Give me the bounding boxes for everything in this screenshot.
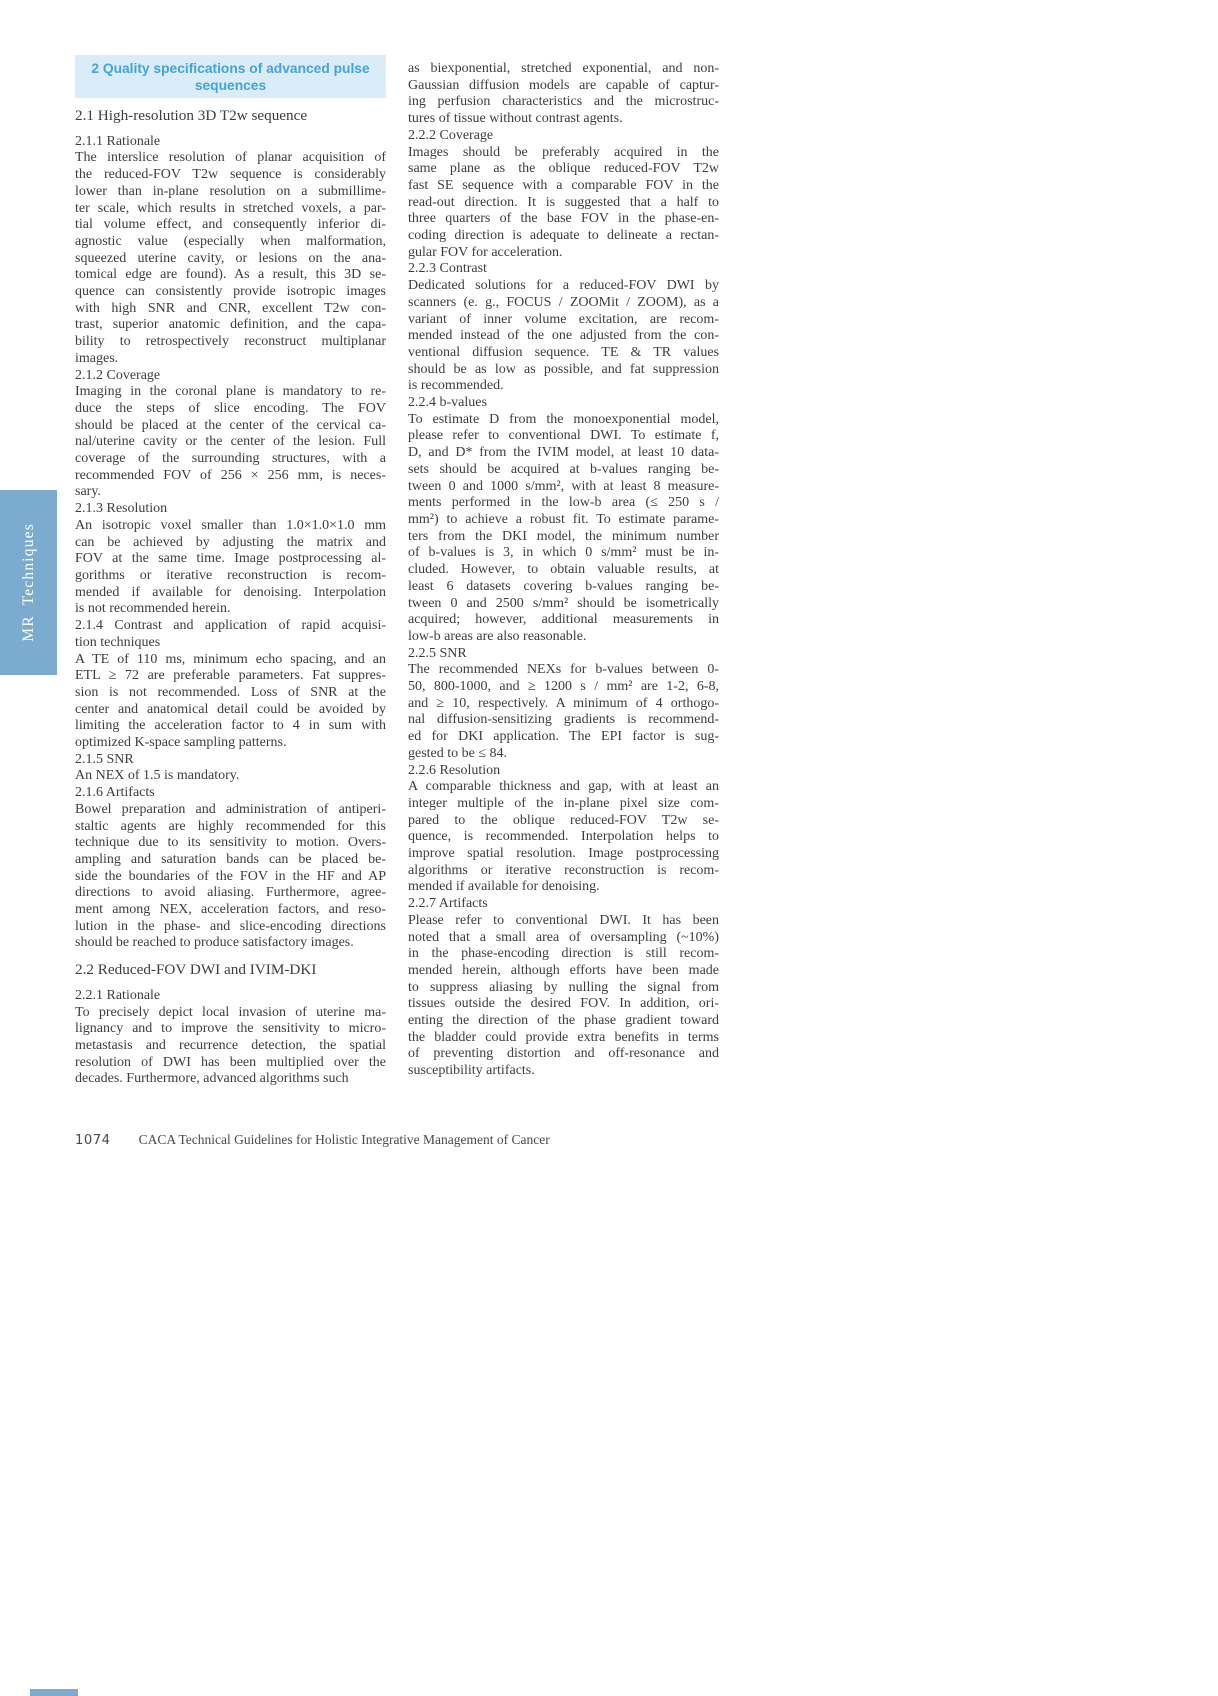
paragraph (75, 768, 386, 785)
text-line: noted that a small area of oversampling (~10%) (408, 929, 719, 945)
paragraph (408, 395, 719, 412)
text-line: with high SNR and CNR, excellent T2w con- (75, 300, 386, 316)
paragraph (408, 913, 719, 1080)
text-line: the bladder could provide extra benefits in terms (408, 1029, 719, 1045)
text-line: optimized K-space sampling patterns. (75, 735, 287, 751)
text-line: A comparable thickness and gap, with at least an (408, 779, 719, 795)
text-line: tween 0 and 1000 s/mm², with at least 8 measure- (408, 478, 719, 494)
text-line: 2.1.1 Rationale (75, 133, 161, 149)
text-line: susceptibility artifacts. (408, 1063, 535, 1079)
text-line: fast SE sequence with a comparable FOV in the (408, 177, 719, 193)
text-line: lution in the phase- and slice-encoding directions (75, 918, 386, 934)
text-line: coverage of the surrounding structures, with a (75, 451, 386, 467)
next-section-tab-edge (30, 1689, 78, 1696)
text-line: D, and D* from the IVIM model, at least 10 data- (408, 445, 719, 461)
text-line: of preventing distortion and off-resonance and (408, 1046, 719, 1062)
paragraph (75, 368, 386, 385)
text-line: is not recommended herein. (75, 601, 231, 617)
text-line: ment among NEX, acceleration factors, and reso- (75, 902, 386, 918)
text-line: 2.2.7 Artifacts (408, 896, 488, 912)
right-column (408, 61, 719, 1080)
text-line: the reduced-FOV T2w sequence is considerably (75, 167, 386, 183)
text-line: tion techniques (75, 634, 161, 650)
text-line: can be achieved by adjusting the matrix and (75, 534, 386, 550)
paragraph (408, 128, 719, 145)
text-line: should be placed at the center of the cervical ca- (75, 417, 386, 433)
text-line: 2.2.1 Rationale (75, 987, 161, 1003)
text-line: images. (75, 350, 119, 366)
text-line: low-b areas are also reasonable. (408, 628, 587, 644)
section-header-box (75, 55, 386, 98)
text-line: The interslice resolution of planar acquisition of (75, 150, 386, 166)
text-line: 50, 800-1000, and ≥ 1200 s / mm² are 1-2, 6-8, (408, 679, 719, 695)
text-line: Gaussian diffusion models are capable of captur- (408, 77, 719, 93)
text-line: least 6 datasets covering b-values ranging be- (408, 578, 719, 594)
text-line: staltic agents are highly recommended for this (75, 818, 386, 834)
text-line: ments performed in the low-b area (≤ 250 s / (408, 495, 719, 511)
text-line: To precisely depict local invasion of uterine ma- (75, 1004, 386, 1020)
left-column (75, 108, 386, 1088)
text-line: gested to be ≤ 84. (408, 745, 508, 761)
text-line: tissues outside the desired FOV. In addition, ori- (408, 996, 719, 1012)
paragraph (408, 145, 719, 262)
text-line: 2.1.2 Coverage (75, 367, 161, 383)
paragraph (75, 752, 386, 769)
text-line: 2.1.6 Artifacts (75, 785, 155, 801)
paragraph (408, 662, 719, 762)
text-line: agnostic value (especially when malformation, (75, 233, 386, 249)
text-line: 2.2 Reduced-FOV DWI and IVIM-DKI (75, 962, 317, 979)
text-line: center and anatomical detail could be avoided by (75, 701, 386, 717)
text-line: tial volume effect, and consequently inferior di- (75, 217, 386, 233)
text-line: limiting the acceleration factor to 4 in sum with (75, 718, 386, 734)
running-title: CACA Technical Guidelines for Holistic Integrative Management of Cancer (138, 1132, 550, 1147)
text-line: 2.2.4 b-values (408, 395, 487, 411)
text-line: nal/uterine cavity or the center of the lesion. Full (75, 434, 386, 450)
paragraph (75, 802, 386, 952)
text-line: An isotropic voxel smaller than 1.0×1.0×1.0 mm (75, 517, 386, 533)
text-line: read-out direction. It is suggested that a half to (408, 194, 719, 210)
paragraph (408, 763, 719, 780)
text-line: mm²) to achieve a robust fit. To estimate parame- (408, 511, 719, 527)
paragraph (408, 412, 719, 646)
text-line: tomical edge are found). As a result, this 3D se- (75, 267, 386, 283)
text-line: Imaging in the coronal plane is mandatory to re- (75, 384, 386, 400)
text-line: algorithms or iterative reconstruction is recom- (408, 862, 719, 878)
text-line: nal diffusion-sensitizing gradients is recommend- (408, 712, 719, 728)
paragraph (75, 518, 386, 618)
text-line: variant of inner volume excitation, are recom- (408, 311, 719, 327)
text-line: ed for DKI application. The EPI factor is sug- (408, 729, 719, 745)
paragraph (408, 61, 719, 128)
text-line: sion is not recommended. Loss of SNR at the (75, 684, 386, 700)
text-line: pared to the oblique reduced-FOV T2w se- (408, 812, 719, 828)
text-line: Images should be preferably acquired in the (408, 144, 719, 160)
text-line: lignancy and to improve the sensitivity to micro- (75, 1021, 386, 1037)
text-line: please refer to conventional DWI. To estimate f, (408, 428, 719, 444)
text-line: 2.1.5 SNR (75, 751, 134, 767)
paragraph (75, 652, 386, 752)
text-line: should be as low as possible, and fat suppression (408, 361, 719, 377)
text-line: technique due to its sensitivity to motion. Overs- (75, 835, 386, 851)
section-heading (75, 962, 386, 979)
paragraph (408, 646, 719, 663)
text-line: metastasis and recurrence detection, the spatial (75, 1037, 386, 1053)
section-tab-mr-techniques (0, 490, 57, 675)
paragraph (75, 1005, 386, 1089)
text-line: ter scale, which results in stretched voxels, a par- (75, 200, 386, 216)
text-line: as biexponential, stretched exponential, and non- (408, 61, 719, 76)
text-line: trast, superior anatomic definition, and the capa- (75, 317, 386, 333)
paragraph (75, 150, 386, 367)
text-line: mended if available for denoising. (408, 879, 600, 895)
page-footer (75, 1131, 735, 1149)
section-heading (75, 108, 386, 125)
text-line: coding direction is adequate to delineate a rectan- (408, 228, 719, 244)
text-line: 2.2.3 Contrast (408, 261, 487, 277)
text-line: 2.2.5 SNR (408, 645, 467, 661)
text-line: FOV at the same time. Image postprocessing al- (75, 551, 386, 567)
text-line: quence, is recommended. Interpolation helps to (408, 829, 719, 845)
text-line: directions to avoid aliasing. Furthermore, agree- (75, 885, 386, 901)
text-line: An NEX of 1.5 is mandatory. (75, 768, 240, 784)
text-line: The recommended NEXs for b-values between 0- (408, 662, 719, 678)
paragraph (408, 278, 719, 395)
text-line: 2.1.3 Resolution (75, 501, 168, 517)
text-line: integer multiple of the in-plane pixel size com- (408, 795, 719, 811)
text-line: ampling and saturation bands can be placed be- (75, 851, 386, 867)
text-line: ventional diffusion sequence. TE & TR values (408, 344, 719, 360)
text-line: 2.2.2 Coverage (408, 127, 494, 143)
text-line: 2.1 High-resolution 3D T2w sequence (75, 108, 308, 124)
text-line: mended instead of the one adjusted from the con- (408, 328, 719, 344)
text-line: quence can consistently provide isotropic images (75, 284, 386, 300)
text-line: mended if available for denoising. Interpolation (75, 584, 386, 600)
paragraph (408, 779, 719, 896)
text-line: 2.2.6 Resolution (408, 762, 501, 778)
text-line: scanners (e. g., FOCUS / ZOOMit / ZOOM), as a (408, 294, 719, 310)
text-line: resolution of DWI has been multiplied over the (75, 1054, 386, 1070)
paragraph (75, 501, 386, 518)
text-line: mended herein, although efforts have been made (408, 962, 719, 978)
paragraph (408, 261, 719, 278)
text-line: bility to retrospectively reconstruct multiplanar (75, 334, 386, 350)
text-line: Please refer to conventional DWI. It has been (408, 912, 719, 928)
text-line: cluded. However, to obtain valuable results, at (408, 562, 719, 578)
text-line: ETL ≥ 72 are preferable parameters. Fat suppres- (75, 668, 386, 684)
text-line: A TE of 110 ms, minimum echo spacing, and an (75, 651, 386, 667)
text-line: lower than in-plane resolution on a submillime- (75, 183, 386, 199)
text-line: side the boundaries of the FOV in the HF and AP (75, 868, 386, 884)
text-line: tween 0 and 2500 s/mm² should be isometrically (408, 595, 719, 611)
text-line: recommended FOV of 256 × 256 mm, is neces- (75, 467, 386, 483)
text-line: to suppress aliasing by nulling the signal from (408, 979, 719, 995)
paragraph (75, 134, 386, 151)
text-line: decades. Furthermore, advanced algorithms such (75, 1071, 349, 1087)
paragraph (408, 896, 719, 913)
text-line: of b-values is 3, in which 0 s/mm² must be in- (408, 545, 719, 561)
text-line: duce the steps of slice encoding. The FOV (75, 400, 386, 416)
text-line: Dedicated solutions for a reduced-FOV DWI by (408, 278, 719, 294)
text-line: squeezed uterine cavity, or lesions on the ana- (75, 250, 386, 266)
paragraph (75, 785, 386, 802)
text-line: 2.1.4 Contrast and application of rapid acquisi- (75, 618, 386, 634)
text-line: is recommended. (408, 378, 504, 394)
text-line: and ≥ 10, respectively. A minimum of 4 orthogo- (408, 695, 719, 711)
text-line: gular FOV for acceleration. (408, 244, 563, 260)
section-title-line-2: sequences (194, 78, 267, 93)
section-tab-label: MR Techniques (19, 523, 37, 642)
text-line: sary. (75, 484, 101, 500)
section-title-line-1: 2 Quality specifications of advanced pulse (91, 61, 370, 76)
text-line: To estimate D from the monoexponential model, (408, 411, 719, 427)
page-number: 1074 (75, 1133, 111, 1148)
paragraph (75, 618, 386, 651)
text-line: sets should be acquired at b-values ranging be- (408, 461, 719, 477)
text-line: three quarters of the base FOV in the phase-en- (408, 211, 719, 227)
text-line: in the phase-encoding direction is still recom- (408, 946, 719, 962)
text-line: improve spatial resolution. Image postprocessing (408, 846, 719, 862)
text-line: acquired; however, additional measurements in (408, 612, 719, 628)
text-line: same plane as the oblique reduced-FOV T2w (408, 161, 719, 177)
text-line: ters from the DKI model, the minimum number (408, 528, 719, 544)
text-line: Bowel preparation and administration of antiperi- (75, 801, 386, 817)
text-line: gorithms or iterative reconstruction is recom- (75, 567, 386, 583)
text-line: should be reached to produce satisfactory images. (75, 935, 354, 951)
paragraph (75, 988, 386, 1005)
text-line: enting the direction of the phase gradient toward (408, 1013, 719, 1029)
text-line: ing perfusion characteristics and the microstruc- (408, 94, 719, 110)
text-line: tures of tissue without contrast agents. (408, 111, 623, 127)
paragraph (75, 384, 386, 501)
